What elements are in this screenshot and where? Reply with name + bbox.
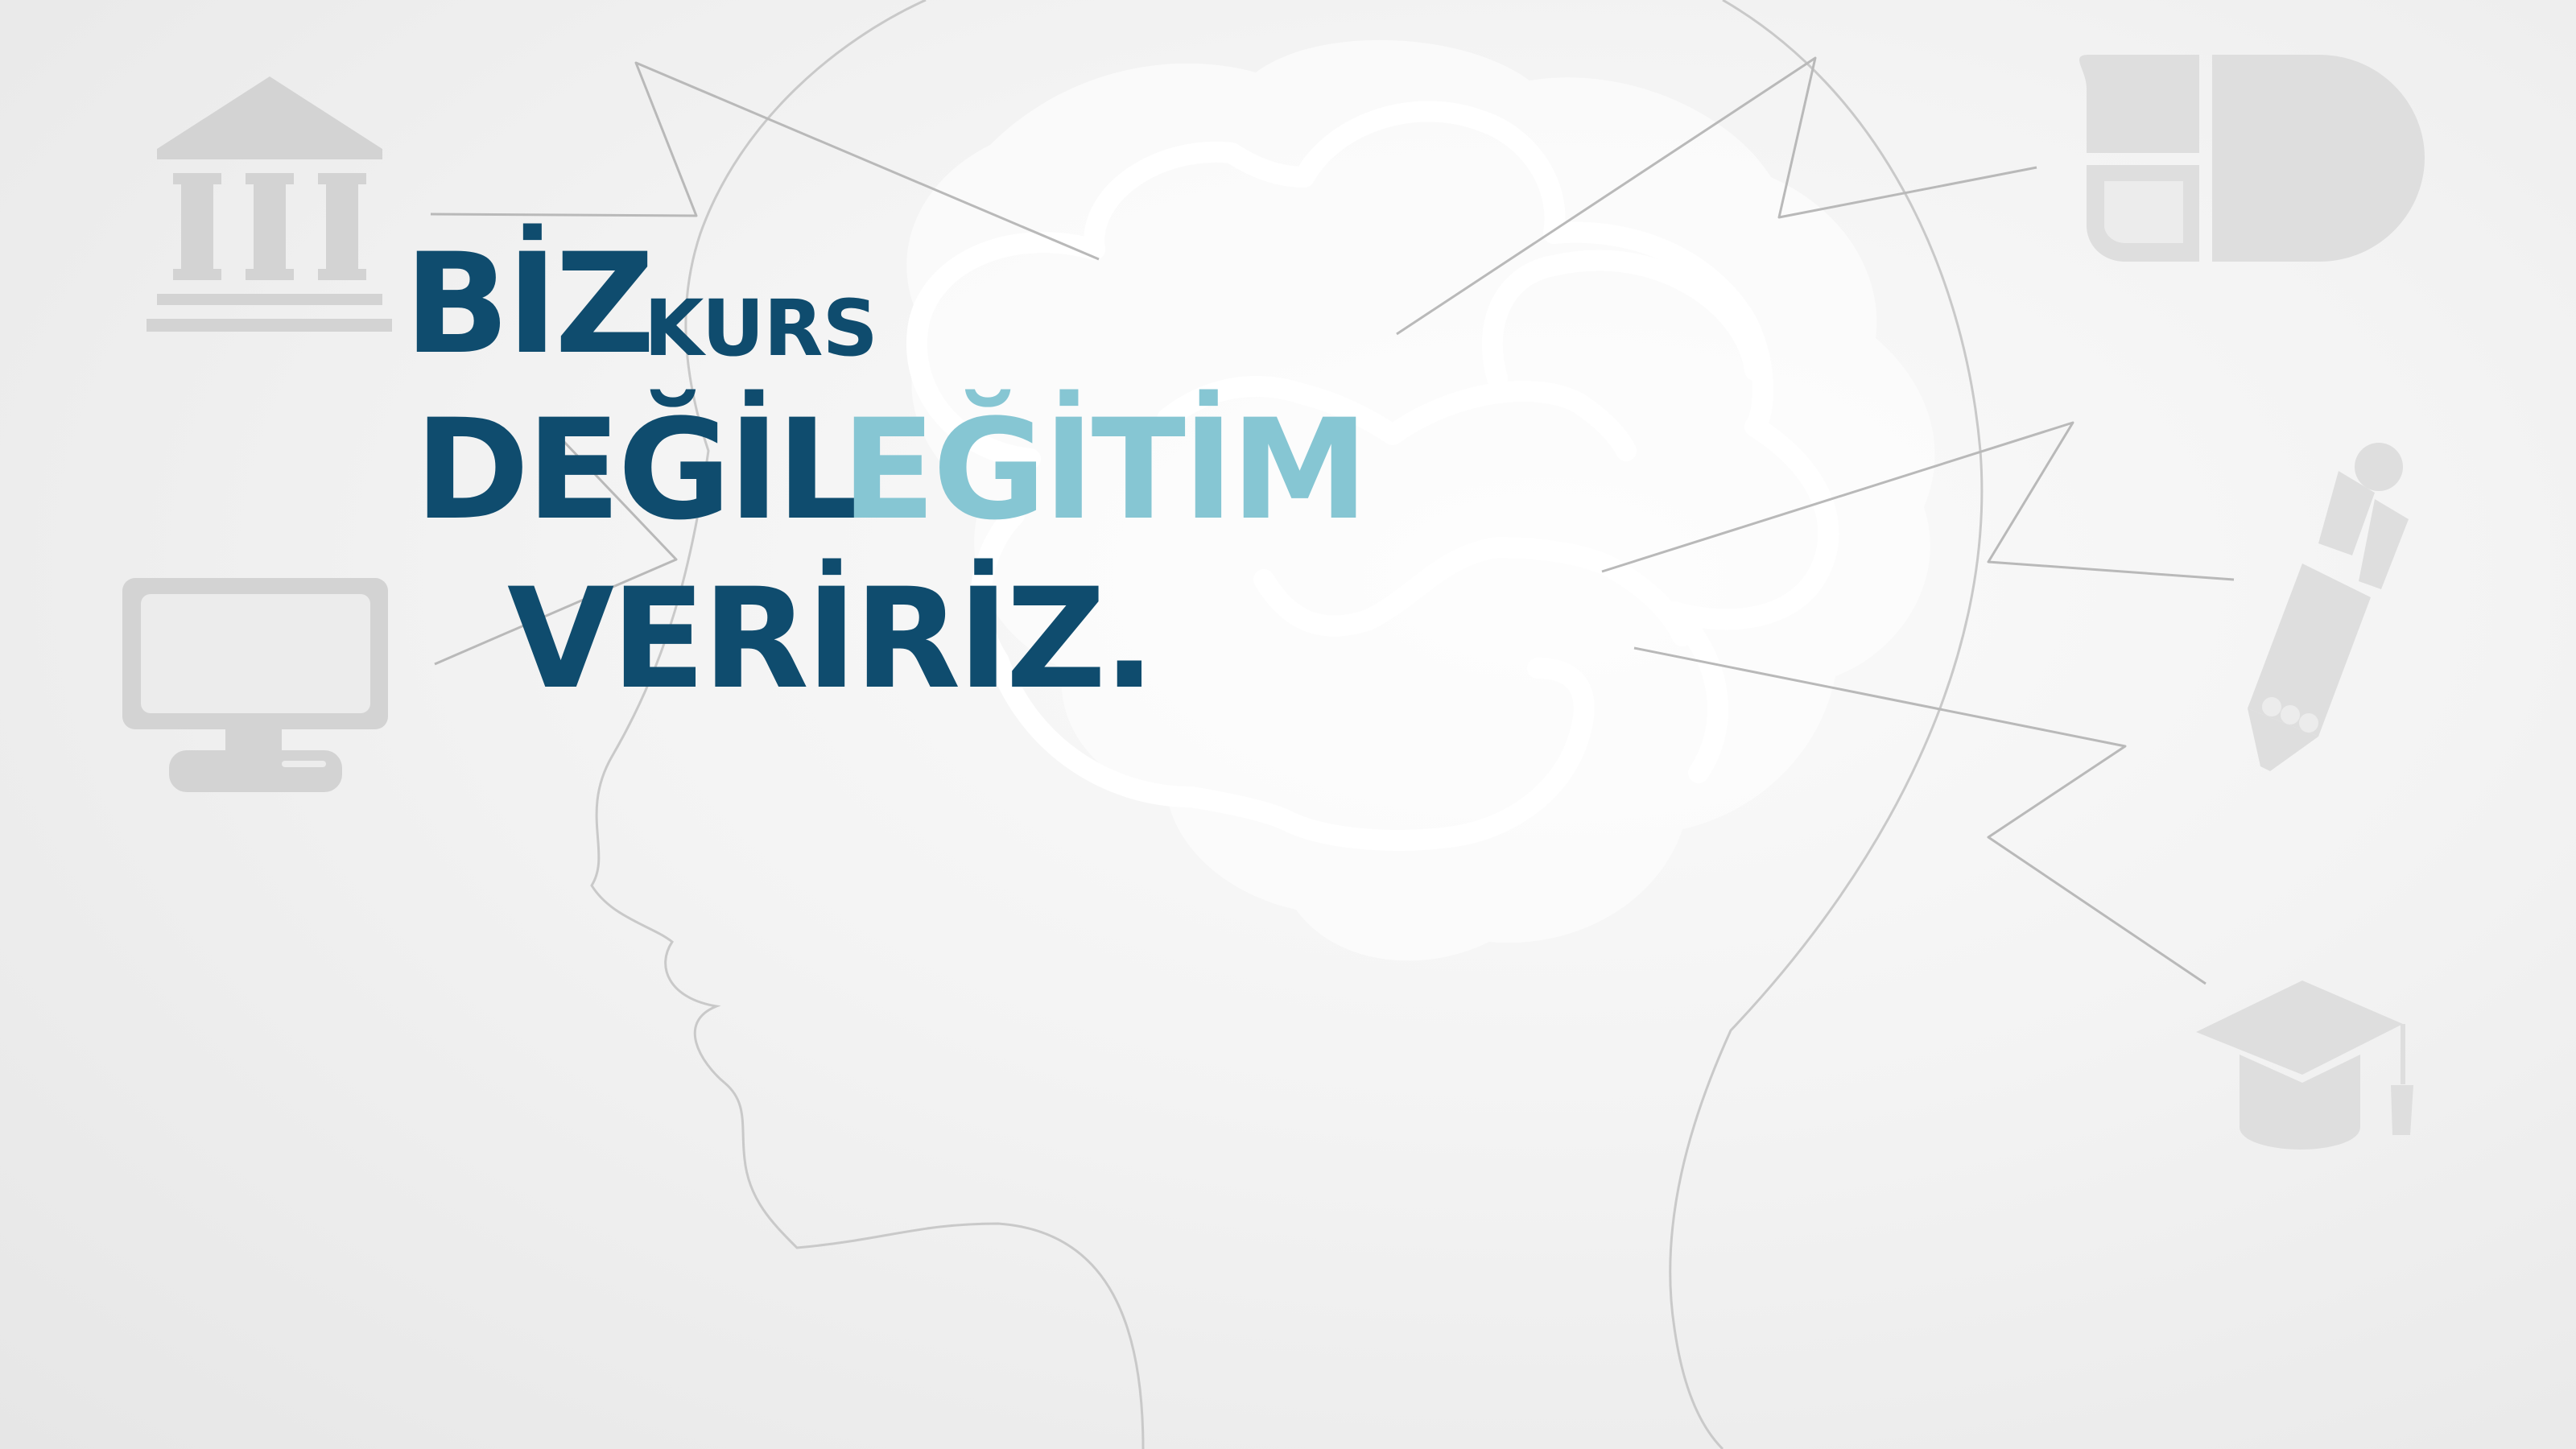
headline-word-veririz: VERİRİZ. bbox=[507, 558, 1153, 720]
pen-icon bbox=[2248, 443, 2409, 771]
headline-word-degil: DEĞİL bbox=[415, 389, 862, 551]
headline-word-egitim: EĞİTİM bbox=[841, 389, 1366, 551]
graduation-cap-icon bbox=[2196, 980, 2413, 1150]
pill-capsule-icon bbox=[2079, 55, 2425, 262]
computer-monitor-icon bbox=[122, 578, 388, 792]
headline-word-kurs: KURS bbox=[644, 283, 877, 374]
institution-icon bbox=[147, 76, 392, 332]
headline-word-biz: BİZ bbox=[404, 223, 652, 385]
